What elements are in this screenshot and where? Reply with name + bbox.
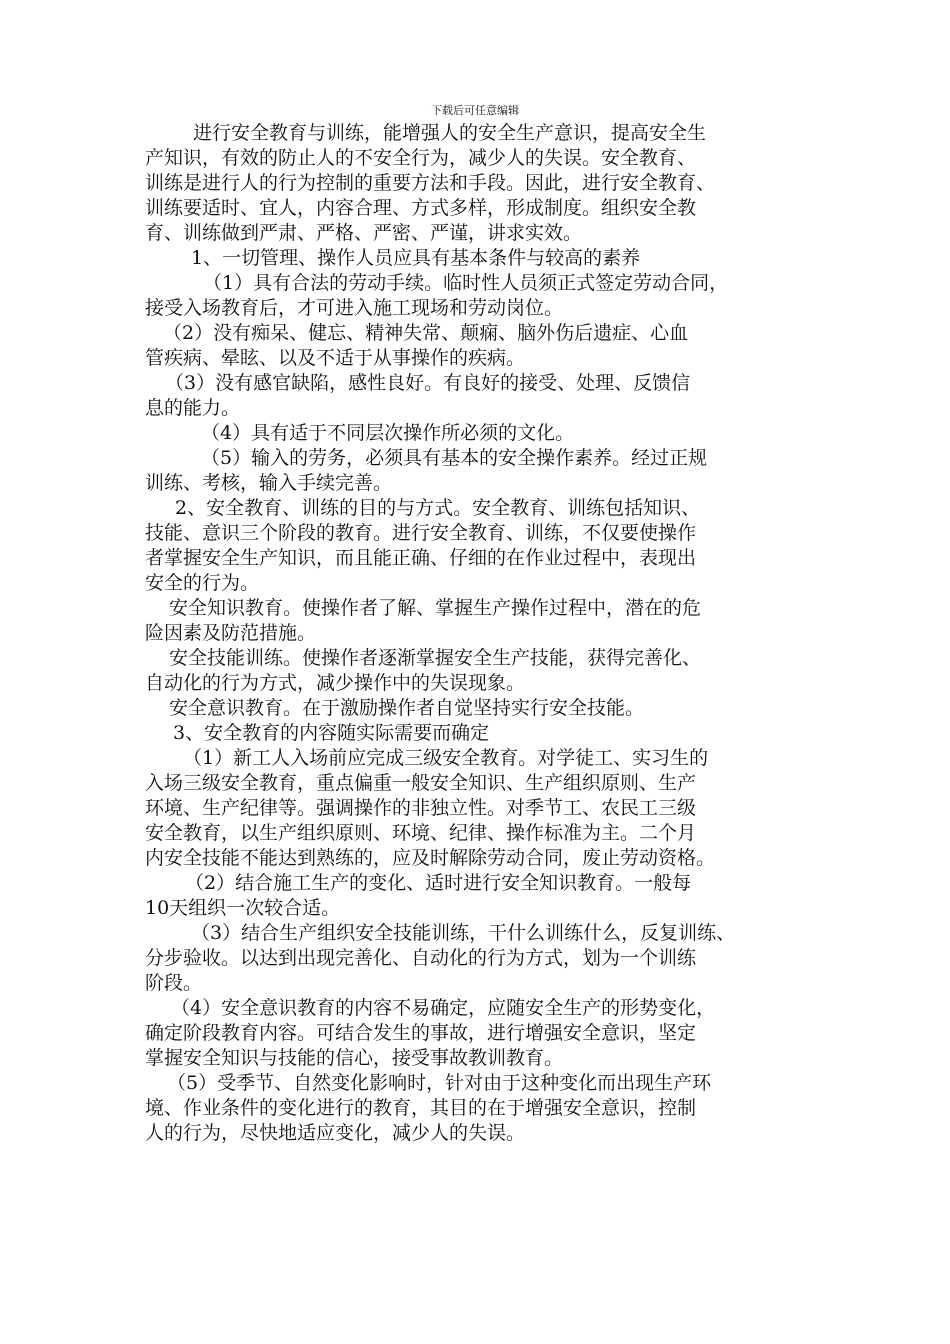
text-line-content: 境、作业条件的变化进行的教育，其目的在于增强安全意识，控制 bbox=[145, 1097, 697, 1119]
text-line bbox=[145, 996, 805, 1021]
text-line bbox=[145, 1046, 805, 1071]
text-line-content: （1）具有合法的劳动手续。临时性人员须正式签定劳动合同， bbox=[203, 272, 729, 294]
text-line bbox=[145, 321, 805, 346]
text-line-content: 险因素及防范措施。 bbox=[145, 622, 317, 644]
text-line bbox=[145, 446, 805, 471]
text-line bbox=[145, 371, 805, 396]
text-line bbox=[145, 596, 805, 621]
text-line bbox=[145, 571, 805, 596]
text-line bbox=[145, 546, 805, 571]
document-body bbox=[145, 121, 805, 1146]
text-line-content: 人的行为，尽快地适应变化，减少人的失误。 bbox=[145, 1122, 526, 1144]
text-line-content: 管疾病、晕眩、以及不适于从事操作的疾病。 bbox=[145, 347, 526, 369]
text-line bbox=[145, 896, 805, 921]
text-line bbox=[145, 846, 805, 871]
text-line-content: 安全的行为。 bbox=[145, 572, 260, 594]
text-line bbox=[145, 696, 805, 721]
text-line bbox=[145, 396, 805, 421]
text-line bbox=[145, 1071, 805, 1096]
text-line-content: （2）结合施工生产的变化、适时进行安全知识教育。一般每 bbox=[185, 872, 692, 894]
text-line bbox=[145, 871, 805, 896]
text-line bbox=[145, 621, 805, 646]
text-line-content: 者掌握安全生产知识，而且能正确、仔细的在作业过程中，表现出 bbox=[145, 547, 697, 569]
text-line-content: 训练要适时、宜人，内容合理、方式多样，形成制度。组织安全教 bbox=[145, 197, 697, 219]
text-line-content: 10天组织一次较合适。 bbox=[145, 897, 341, 919]
text-line-content: （3）结合生产组织安全技能训练，干什么训练什么，反复训练、 bbox=[191, 922, 736, 944]
text-line-content: 自动化的行为方式，减少操作中的失误现象。 bbox=[145, 672, 526, 694]
text-line bbox=[145, 821, 805, 846]
text-line bbox=[145, 1021, 805, 1046]
text-line bbox=[145, 771, 805, 796]
text-line bbox=[145, 271, 805, 296]
text-line-content: 安全知识教育。使操作者了解、掌握生产操作过程中，潜在的危 bbox=[169, 597, 702, 619]
text-line bbox=[145, 971, 805, 996]
text-line-content: （2）没有痴呆、健忘、精神失常、颠痫、脑外伤后遗症、心血 bbox=[163, 322, 689, 344]
text-line bbox=[145, 671, 805, 696]
text-line-content: 接受入场教育后，才可进入施工现场和劳动岗位。 bbox=[145, 297, 564, 319]
text-line-content: （4）安全意识教育的内容不易确定，应随安全生产的形势变化， bbox=[171, 997, 716, 1019]
text-line-content: 安全意识教育。在于激励操作者自觉坚持实行安全技能。 bbox=[169, 697, 645, 719]
text-line bbox=[145, 646, 805, 671]
text-line-content: 内安全技能不能达到熟练的，应及时解除劳动合同，废止劳动资格。 bbox=[145, 847, 716, 869]
text-line bbox=[145, 921, 805, 946]
text-line-content: 环境、生产纪律等。强调操作的非独立性。对季节工、农民工三级 bbox=[145, 797, 697, 819]
text-line bbox=[145, 196, 805, 221]
text-line bbox=[145, 496, 805, 521]
text-line bbox=[145, 746, 805, 771]
text-line-content: 技能、意识三个阶段的教育。进行安全教育、训练，不仅要使操作 bbox=[145, 522, 697, 544]
text-line-content: 阶段。 bbox=[145, 972, 203, 994]
text-line bbox=[145, 1096, 805, 1121]
text-line bbox=[145, 146, 805, 171]
text-line-content: 产知识，有效的防止人的不安全行为，减少人的失误。安全教育、 bbox=[145, 147, 697, 169]
text-line-content: 育、训练做到严肃、严格、严密、严谨，讲求实效。 bbox=[145, 222, 583, 244]
text-line-content: 安全技能训练。使操作者逐渐掌握安全生产技能，获得完善化、 bbox=[169, 647, 702, 669]
text-line-content: 训练、考核，输入手续完善。 bbox=[145, 472, 393, 494]
text-line-content: （4）具有适于不同层次操作所必须的文化。 bbox=[201, 422, 575, 444]
text-line-content: 分步验收。以达到出现完善化、自动化的行为方式，划为一个训练 bbox=[145, 947, 697, 969]
text-line-content: 3、安全教育的内容随实际需要而确定 bbox=[173, 722, 490, 744]
text-line-content: （5）受季节、自然变化影响时，针对由于这种变化而出现生产环 bbox=[167, 1072, 712, 1094]
text-line bbox=[145, 296, 805, 321]
text-line bbox=[145, 1121, 805, 1146]
text-line bbox=[145, 246, 805, 271]
text-line bbox=[145, 796, 805, 821]
text-line bbox=[145, 171, 805, 196]
text-line-content: 确定阶段教育内容。可结合发生的事故，进行增强安全意识，坚定 bbox=[145, 1022, 697, 1044]
text-line bbox=[145, 121, 805, 146]
text-line bbox=[145, 721, 805, 746]
text-line-content: （1）新工人入场前应完成三级安全教育。对学徒工、实习生的 bbox=[183, 747, 709, 769]
text-line bbox=[145, 471, 805, 496]
text-line bbox=[145, 346, 805, 371]
text-line-content: （5）输入的劳务，必须具有基本的安全操作素养。经过正规 bbox=[201, 447, 708, 469]
text-line-content: 安全教育，以生产组织原则、环境、纪律、操作标准为主。二个月 bbox=[145, 822, 697, 844]
text-line bbox=[145, 221, 805, 246]
text-line bbox=[145, 421, 805, 446]
text-line-content: 训练是进行人的行为控制的重要方法和手段。因此，进行安全教育、 bbox=[145, 172, 716, 194]
text-line bbox=[145, 946, 805, 971]
page-header: 下载后可任意编辑 bbox=[431, 104, 519, 117]
text-line-content: 入场三级安全教育，重点偏重一般安全知识、生产组织原则、生产 bbox=[145, 772, 697, 794]
text-line-content: （3）没有感官缺陷，感性良好。有良好的接受、处理、反馈信 bbox=[165, 372, 691, 394]
text-line bbox=[145, 521, 805, 546]
text-line-content: 掌握安全知识与技能的信心，接受事故教训教育。 bbox=[145, 1047, 564, 1069]
text-line-content: 进行安全教育与训练，能增强人的安全生产意识，提高安全生 bbox=[193, 122, 707, 144]
text-line-content: 1、一切管理、操作人员应具有基本条件与较高的素养 bbox=[191, 247, 641, 269]
text-line-content: 息的能力。 bbox=[145, 397, 241, 419]
text-line-content: 2、安全教育、训练的目的与方式。安全教育、训练包括知识、 bbox=[175, 497, 701, 519]
